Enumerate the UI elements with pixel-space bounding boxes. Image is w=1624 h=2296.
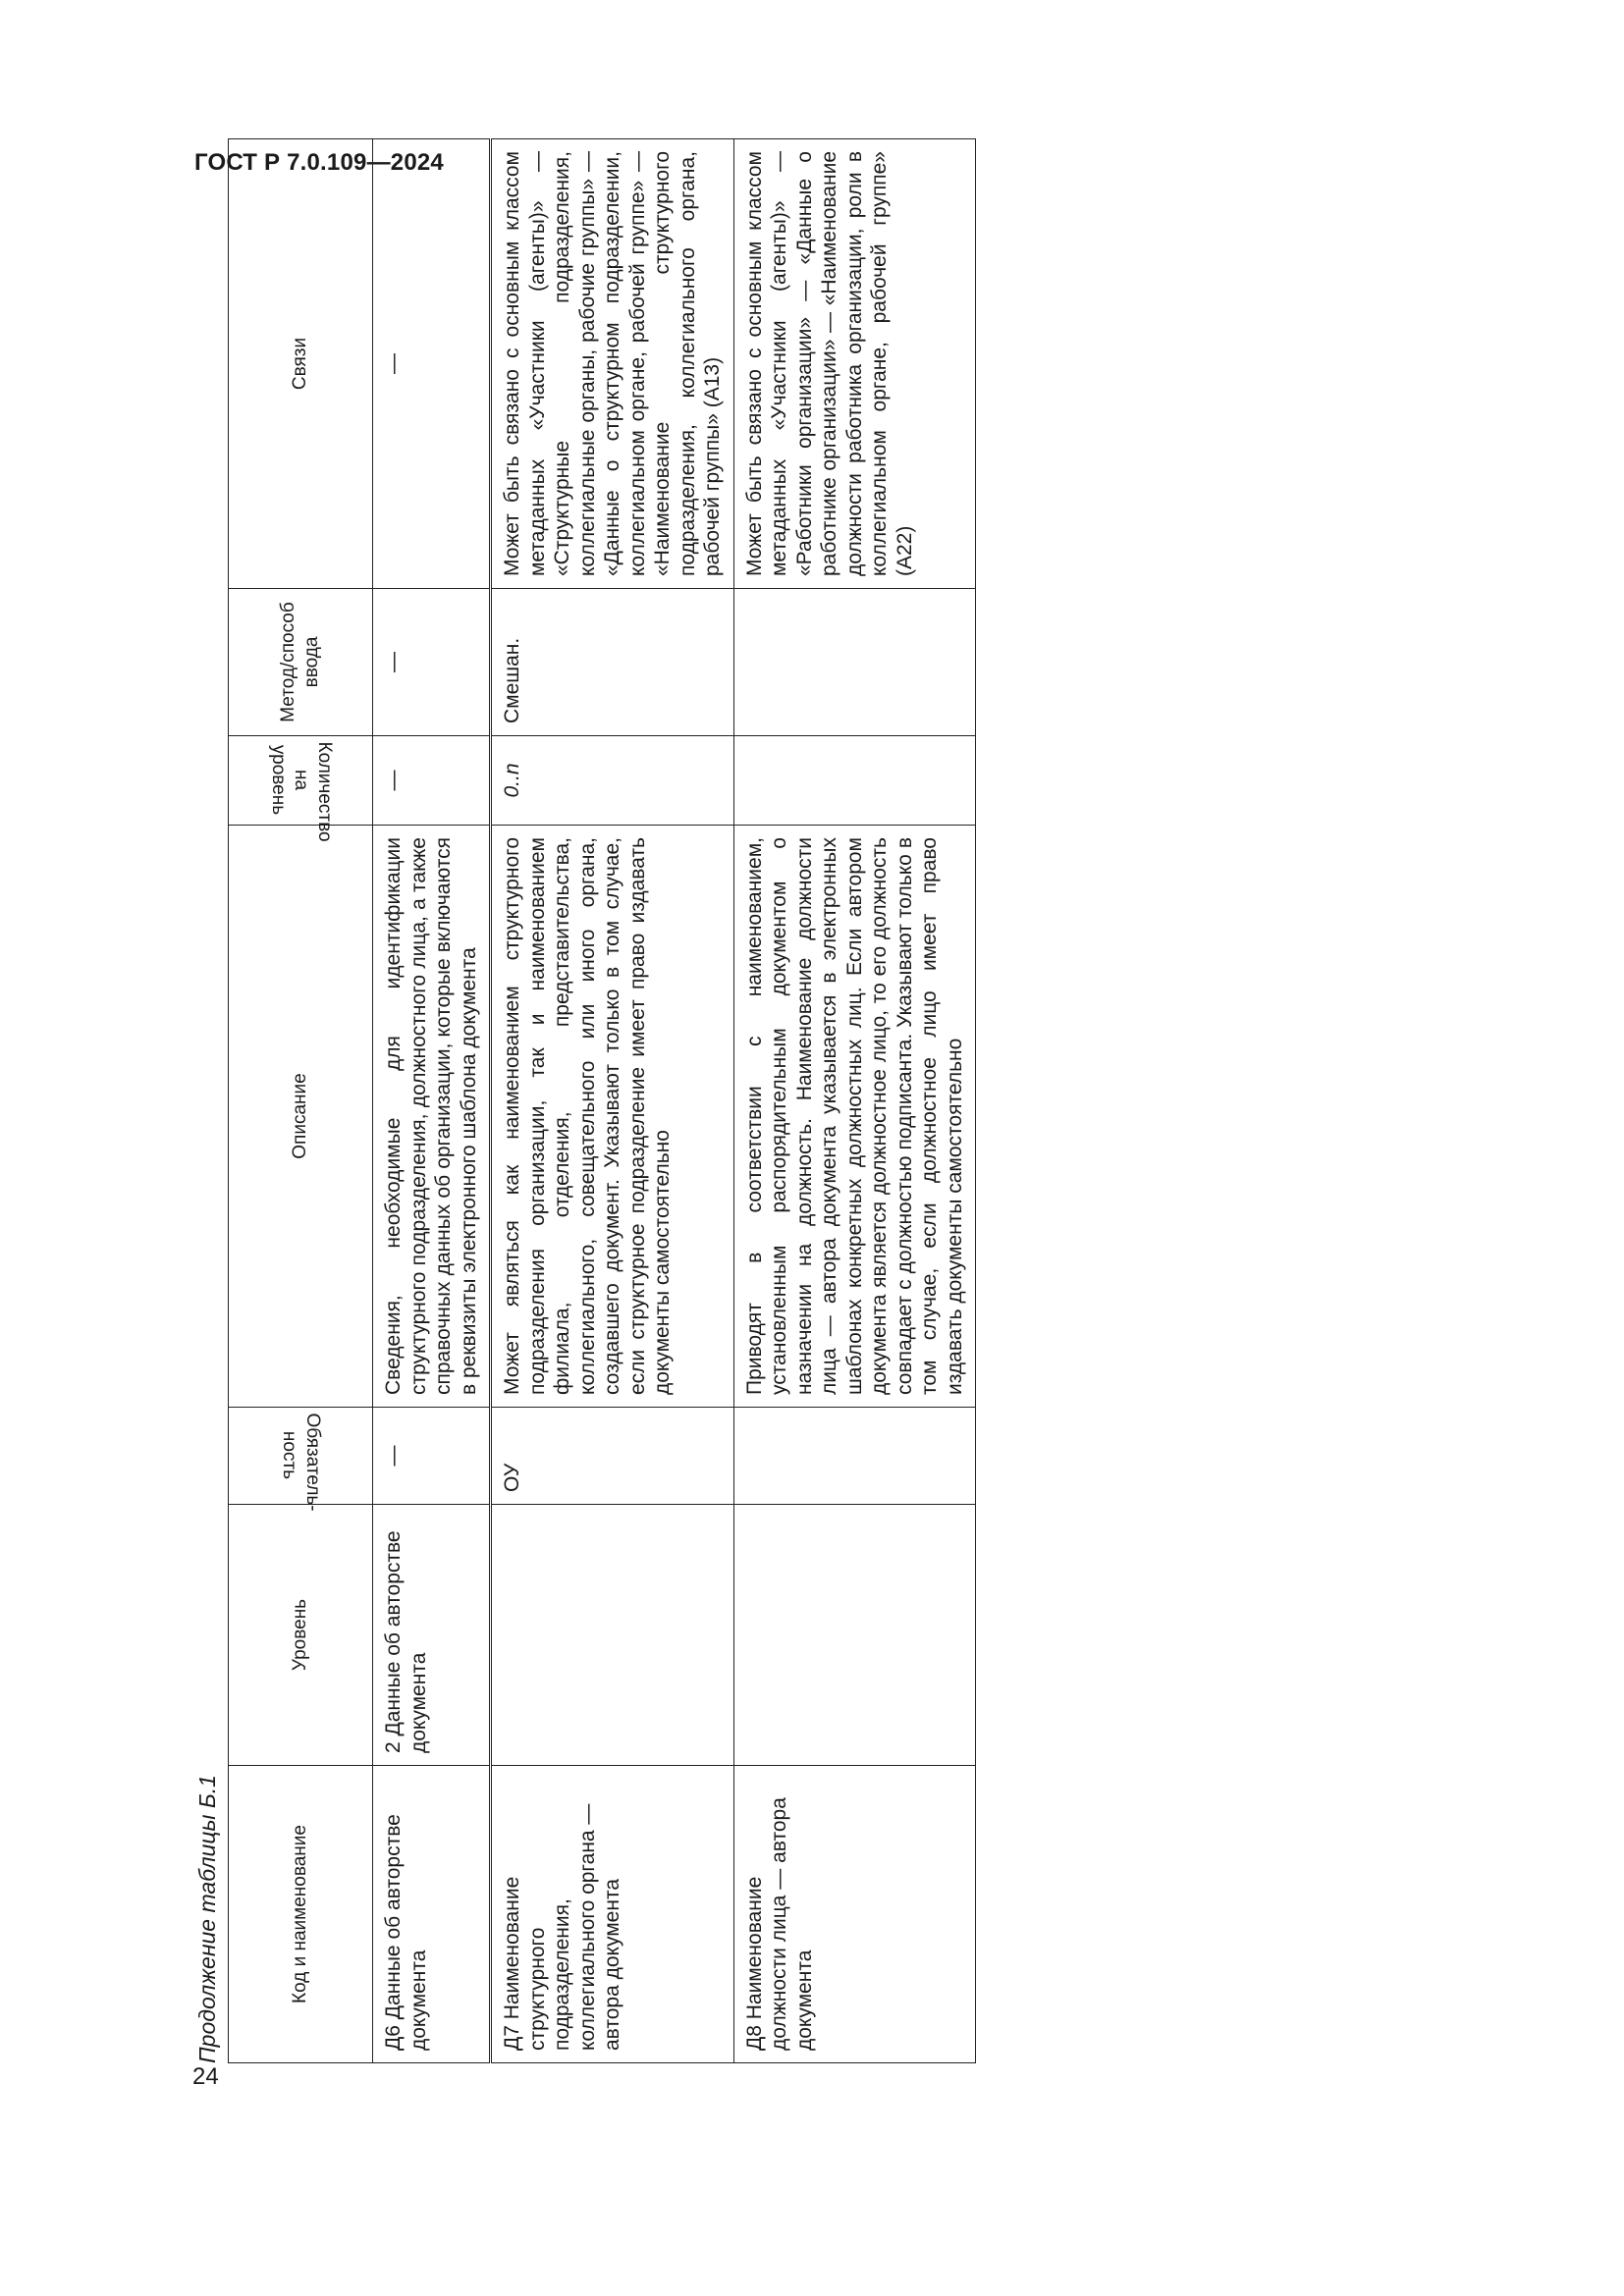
cell-method [733, 589, 976, 736]
cell-links: Может быть связано с основным классом метаданных «Участники (агенты)» — «Структурные подразделения, коллегиальные органы, рабочие группы» — «Данные о структурном подразделении, коллегиальном органе, рабочей группе» — «Наименование структурного подразделения, коллегиального органа, рабочей группы» (А13) [491, 139, 734, 589]
metadata-table [228, 138, 976, 2063]
cell-quantity [733, 736, 976, 826]
cell-level [491, 1505, 734, 1766]
cell-required [733, 1408, 976, 1505]
col-header-links: Связи [229, 139, 373, 589]
cell-description: Сведения, необходимые для идентификации структурного подразделения, должностного лица, а также справочных данных об организации, которые включаются в реквизиты электронного шаблона документа [373, 826, 491, 1408]
cell-code: Д8 Наименование должности лица — автора документа [733, 1766, 976, 2063]
cell-required: ОУ [491, 1408, 734, 1505]
table-row [491, 139, 734, 2063]
table-header-row [229, 139, 373, 2063]
table-row [373, 139, 491, 2063]
col-header-method: Метод/способ ввода [229, 589, 373, 736]
cell-code: Д6 Данные об авторстве документа [373, 1766, 491, 2063]
cell-description: Приводят в соответствии с наименованием, установленным распорядительным документом о назначении на должность. Наименование должности лица — автора документа указывается в электронных шаблонах конкретных должностных лиц. Если автором документа является должностное лицо, то его должность совпадает с должностью подписанта. Указывают только в том случае, если должностное лицо имеет право издавать документы самостоятельно [733, 826, 976, 1408]
document-header: ГОСТ Р 7.0.109—2024 [194, 149, 444, 176]
cell-method: Смешан. [491, 589, 734, 736]
cell-required: — [373, 1408, 491, 1505]
col-header-description: Описание [229, 826, 373, 1408]
cell-level: 2 Данные об авторстве документа [373, 1505, 491, 1766]
cell-quantity: 0..n [491, 736, 734, 826]
cell-links: — [373, 139, 491, 589]
table-row [733, 139, 976, 2063]
col-header-quantity: Количество на уровень [229, 736, 373, 826]
cell-links: Может быть связано с основным классом метаданных «Участники (агенты)» — «Работники организации» — «Данные о работнике организации» — «Наименование должности работника организации, роли в коллегиальном органе, рабочей группе» (А22) [733, 139, 976, 589]
cell-method: — [373, 589, 491, 736]
cell-code: Д7 Наименование структурного подразделения, коллегиального органа — автора документа [491, 1766, 734, 2063]
page-number: 24 [192, 2063, 219, 2090]
cell-description: Может являться как наименованием структурного подразделения организации, так и наименованием филиала, отделения, представительства, коллегиального, совещательного или иного органа, создавшего документ. Указывают только в том случае, если структурное подразделение имеет право издавать документы самостоятельно [491, 826, 734, 1408]
col-header-level: Уровень [229, 1505, 373, 1766]
cell-level [733, 1505, 976, 1766]
table-caption: Продолжение таблицы Б.1 [194, 1775, 220, 2063]
col-header-code: Код и наименование [229, 1766, 373, 2063]
col-header-required: Обязатель-ность [229, 1408, 373, 1505]
cell-quantity: — [373, 736, 491, 826]
